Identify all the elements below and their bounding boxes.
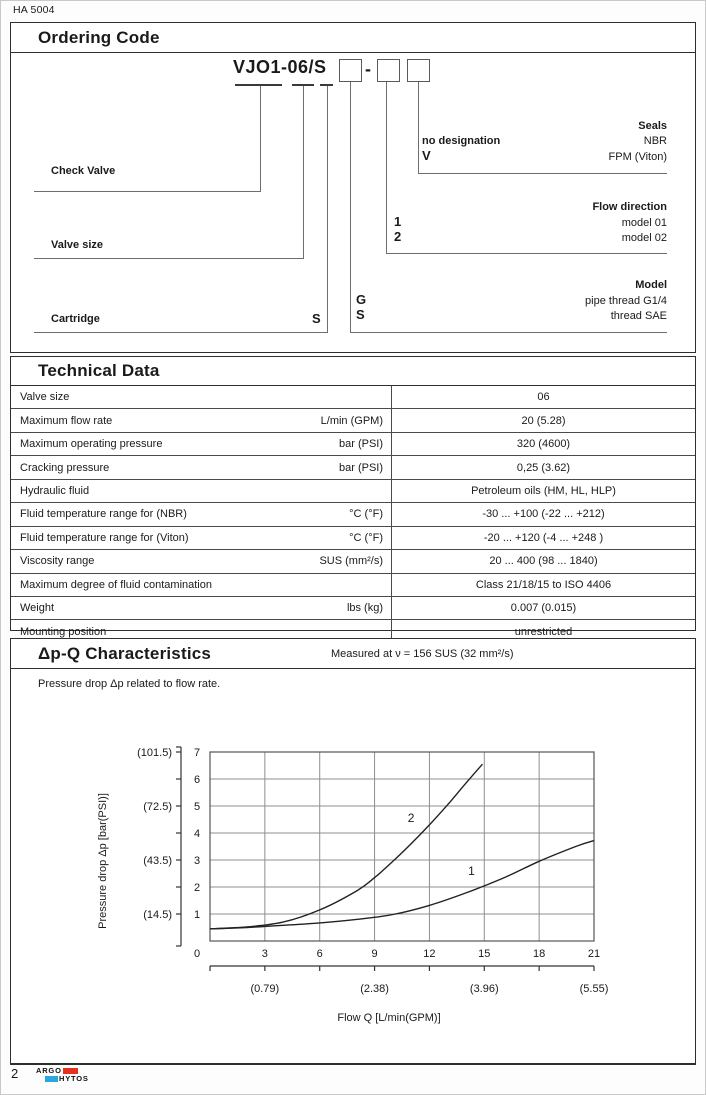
row-value-cell: 20 ... 400 (98 ... 1840) <box>391 550 695 572</box>
ordering-code-section <box>10 22 696 353</box>
y-tick-label: 5 <box>193 801 201 813</box>
seals-heading: Seals <box>638 120 667 132</box>
row-value-cell: Petroleum oils (HM, HL, HLP) <box>391 480 695 502</box>
ordering-code-title: Ordering Code <box>11 23 695 53</box>
row-label-cell <box>11 574 391 596</box>
dpq-subtitle: Pressure drop Δp related to flow rate. <box>38 678 221 690</box>
connector-model-v <box>350 82 351 332</box>
row-value-cell: Class 21/18/15 to ISO 4406 <box>391 574 695 596</box>
document-code: HA 5004 <box>13 4 55 16</box>
table-row <box>11 433 695 456</box>
measured-at-note: Measured at ν = 156 SUS (32 mm²/s) <box>331 648 514 660</box>
row-label-cell <box>11 527 391 549</box>
valve-size-label: Valve size <box>51 239 103 251</box>
row-label-cell <box>11 480 391 502</box>
seals-value-nbr: NBR <box>643 135 667 147</box>
model-code-s: S <box>356 307 365 322</box>
row-label-cell <box>11 597 391 619</box>
technical-data-title: Technical Data <box>11 357 695 386</box>
code-dash: - <box>365 59 371 79</box>
x-tick-label: 6 <box>316 948 323 960</box>
row-label-cell <box>11 386 391 408</box>
flow-value-model01: model 01 <box>621 217 667 229</box>
row-label: Viscosity range <box>20 555 95 568</box>
flow-value-model02: model 02 <box>621 232 667 244</box>
row-value-cell: 06 <box>391 386 695 408</box>
row-label-cell <box>11 550 391 572</box>
model-code-g: G <box>356 292 367 307</box>
table-row <box>11 550 695 573</box>
model-heading: Model <box>635 279 667 291</box>
code-box-model <box>339 59 362 82</box>
flow-direction-row <box>394 230 667 245</box>
row-label: Maximum operating pressure <box>20 438 163 451</box>
row-value-cell: 0,25 (3.62) <box>391 456 695 478</box>
technical-data-section <box>10 356 696 638</box>
row-unit: SUS (mm²/s) <box>319 555 383 568</box>
x-gpm-label: (5.55) <box>579 983 609 995</box>
row-label: Maximum degree of fluid contamination <box>20 578 212 591</box>
connector-flow-h <box>386 253 667 254</box>
curve-2 <box>210 764 483 929</box>
x-tick-label: 12 <box>423 948 436 960</box>
row-unit: °C (°F) <box>349 531 383 544</box>
flow-direction-row <box>394 215 667 230</box>
model-block <box>356 278 667 323</box>
dpq-chart <box>79 743 624 1043</box>
seals-code-none: no designation <box>422 135 501 147</box>
y-psi-label: (43.5) <box>143 855 172 867</box>
technical-data-table <box>11 386 695 643</box>
connector-check-valve-v <box>260 86 261 191</box>
seals-row <box>422 149 667 164</box>
connector-cartridge-h <box>34 332 328 333</box>
model-value-g14: pipe thread G1/4 <box>585 295 667 307</box>
curve-label-2: 2 <box>407 811 415 826</box>
logo-hytos-text: HYTOS <box>59 1074 89 1083</box>
underline-vjo1 <box>235 84 282 86</box>
row-label: Weight <box>20 602 55 615</box>
connector-valve-size-h <box>34 258 304 259</box>
seals-block <box>422 119 667 164</box>
x-gpm-label: (3.96) <box>469 983 499 995</box>
row-unit: °C (°F) <box>349 508 383 521</box>
row-label: Hydraulic fluid <box>20 484 90 497</box>
model-row <box>356 308 667 323</box>
x-gpm-label: (2.38) <box>360 983 389 995</box>
x-tick-label: 9 <box>371 948 378 960</box>
table-row <box>11 409 695 432</box>
flow-direction-block <box>394 200 667 245</box>
table-row <box>11 503 695 526</box>
row-label: Maximum flow rate <box>20 414 113 427</box>
seals-code-v: V <box>422 148 431 163</box>
y-tick-label: 6 <box>193 774 201 786</box>
row-label-cell <box>11 409 391 431</box>
row-label: Mounting position <box>20 625 107 638</box>
y-axis-title: Pressure drop Δp [bar(PSI)] <box>97 793 109 929</box>
y-psi-label: (72.5) <box>143 801 172 813</box>
y-tick-label: 3 <box>193 855 201 867</box>
cartridge-label: Cartridge <box>51 313 100 325</box>
y-tick-label: 1 <box>193 909 201 921</box>
row-unit: L/min (GPM) <box>320 414 383 427</box>
code-box-flow-direction <box>377 59 400 82</box>
ordering-code-string: VJO1-06/S <box>233 57 327 77</box>
row-label-cell <box>11 503 391 525</box>
seals-value-fpm: FPM (Viton) <box>608 151 667 163</box>
x-tick-label: 18 <box>533 948 546 960</box>
row-label: Fluid temperature range for (NBR) <box>20 508 187 521</box>
model-row <box>356 293 667 308</box>
row-unit: bar (PSI) <box>338 438 383 451</box>
x-tick-label: 15 <box>478 948 491 960</box>
row-label: Valve size <box>20 391 70 404</box>
row-value-cell: -20 ... +120 (-4 ... +248 ) <box>391 527 695 549</box>
table-row <box>11 597 695 620</box>
row-label: Fluid temperature range for (Viton) <box>20 531 189 544</box>
x-axis-title: Flow Q [L/min(GPM)] <box>337 1012 441 1024</box>
x-tick-label: 0 <box>193 948 201 960</box>
table-row <box>11 456 695 479</box>
dpq-characteristics-section <box>10 638 696 1065</box>
x-tick-label: 3 <box>261 948 268 960</box>
model-value-sae: thread SAE <box>610 310 667 322</box>
table-row <box>11 480 695 503</box>
cartridge-code-letter: S <box>312 311 321 326</box>
row-unit: bar (PSI) <box>338 461 383 474</box>
y-psi-label: (101.5) <box>137 747 172 759</box>
curve-1 <box>210 841 594 929</box>
row-value-cell: 320 (4600) <box>391 433 695 455</box>
flow-direction-heading: Flow direction <box>592 201 667 213</box>
row-label-cell <box>11 433 391 455</box>
flow-code-2: 2 <box>394 229 402 244</box>
dpq-title: Δp-Q Characteristics <box>11 639 695 669</box>
connector-seals-h <box>418 173 667 174</box>
y-tick-label: 7 <box>193 747 201 759</box>
row-unit: lbs (kg) <box>346 602 383 615</box>
connector-model-h <box>350 332 667 333</box>
check-valve-label: Check Valve <box>51 165 116 177</box>
flow-code-1: 1 <box>394 214 402 229</box>
curve-label-1: 1 <box>468 863 475 878</box>
row-label-cell <box>11 456 391 478</box>
row-value-cell: -30 ... +100 (-22 ... +212) <box>391 503 695 525</box>
x-gpm-label: (0.79) <box>250 983 280 995</box>
connector-flow-v <box>386 82 387 253</box>
code-box-seals <box>407 59 430 82</box>
row-label: Cracking pressure <box>20 461 110 474</box>
row-value-cell: 20 (5.28) <box>391 409 695 431</box>
logo-row-hytos <box>36 1075 89 1083</box>
table-row <box>11 574 695 597</box>
page-number: 2 <box>11 1066 19 1081</box>
connector-seals-v <box>418 82 419 173</box>
connector-valve-size-v <box>303 86 304 258</box>
table-row <box>11 527 695 550</box>
logo-argo-text: ARGO <box>36 1066 62 1075</box>
y-psi-label: (14.5) <box>143 909 172 921</box>
connector-cartridge-v <box>327 86 328 332</box>
seals-row <box>422 134 667 149</box>
connector-check-valve-h <box>34 191 261 192</box>
brand-logo <box>36 1067 89 1083</box>
table-row <box>11 386 695 409</box>
y-tick-label: 2 <box>193 882 201 894</box>
row-value-cell: unrestricted <box>391 620 695 642</box>
y-tick-label: 4 <box>193 828 201 840</box>
row-value-cell: 0.007 (0.015) <box>391 597 695 619</box>
x-tick-label: 21 <box>587 948 601 960</box>
logo-cyan-block <box>45 1076 58 1082</box>
